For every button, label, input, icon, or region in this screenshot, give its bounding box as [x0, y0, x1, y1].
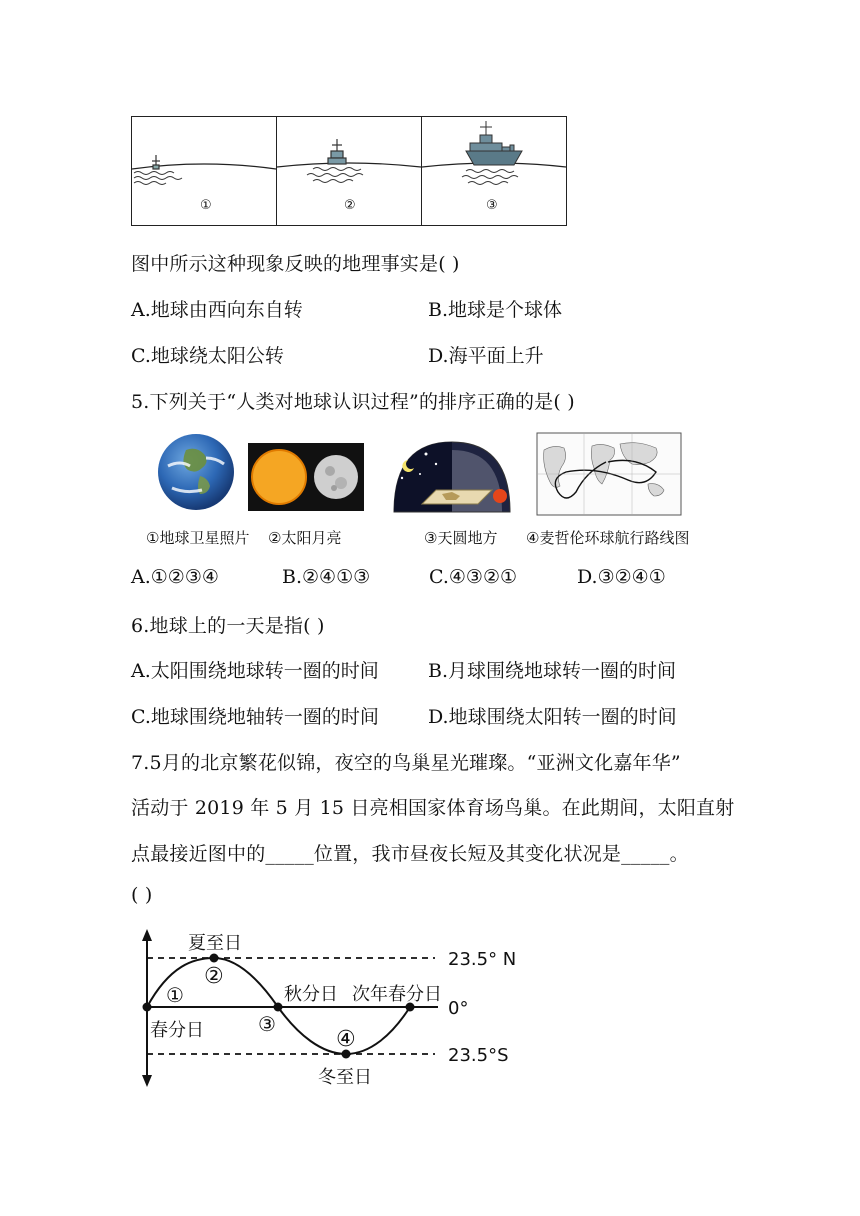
q7-line-3: 点最接近图中的_____位置，我市昼夜长短及其变化状况是_____。 — [131, 843, 689, 865]
ship-superstructure-icon — [328, 139, 346, 164]
label-summer-solstice: 夏至日 — [188, 933, 242, 954]
q4-option-b: B.地球是个球体 — [428, 299, 563, 321]
q6-option-d: D.地球围绕太阳转一圈的时间 — [428, 706, 677, 728]
label-lat-equator: 0° — [448, 998, 469, 1019]
label-next-spring-equinox: 次年春分日 — [352, 984, 442, 1005]
q6-option-a: A.太阳围绕地球转一圈的时间 — [131, 660, 379, 682]
q5-option-d: D.③②④① — [577, 566, 666, 588]
dot-spring-equinox — [143, 1003, 152, 1012]
sun-moon-photo-icon — [248, 443, 364, 511]
q5-option-b: B.②④①③ — [282, 566, 371, 588]
label-lat-south: 23.5°S — [448, 1045, 509, 1066]
marker-3: ③ — [258, 1012, 276, 1036]
q6-option-c: C.地球围绕地轴转一圈的时间 — [131, 706, 379, 728]
marker-1: ① — [166, 983, 184, 1007]
ship-panel-label-1: ① — [200, 198, 212, 213]
ship-mast-icon — [152, 155, 160, 169]
axis-arrow-down-icon — [142, 1075, 152, 1087]
q7-line-2: 活动于 2019 年 5 月 15 日亮相国家体育场鸟巢。在此期间，太阳直射 — [131, 797, 735, 819]
q5-option-c: C.④③②① — [429, 566, 518, 588]
q5-option-a: A.①②③④ — [131, 566, 219, 588]
magellan-route-map-icon — [536, 432, 682, 516]
q7-line-1: 7.5月的北京繁花似锦，夜空的鸟巢星光璀璨。“亚洲文化嘉年华” — [131, 752, 681, 774]
q5-caption-1: ①地球卫星照片 — [146, 529, 250, 547]
q6-stem: 6.地球上的一天是指( ) — [131, 615, 325, 637]
q5-stem: 5.下列关于“人类对地球认识过程”的排序正确的是( ) — [131, 391, 575, 413]
label-lat-north: 23.5° N — [448, 949, 517, 970]
q5-caption-2: ②太阳月亮 — [268, 529, 342, 547]
q7-answer-paren: ( ) — [131, 884, 153, 906]
dot-summer-solstice — [210, 954, 219, 963]
marker-4: ④ — [336, 1027, 356, 1052]
earth-photo-icon — [156, 432, 236, 512]
q5-caption-4: ④麦哲伦环球航行路线图 — [526, 529, 690, 547]
q5-caption-3: ③天圆地方 — [424, 529, 498, 547]
warship-icon — [466, 121, 522, 165]
label-winter-solstice: 冬至日 — [318, 1067, 372, 1088]
ship-panel-label-3: ③ — [486, 198, 498, 213]
ship-panel-label-2: ② — [344, 198, 356, 213]
q4-stem: 图中所示这种现象反映的地理事实是( ) — [131, 253, 460, 275]
dot-autumn-equinox — [274, 1003, 283, 1012]
marker-2: ② — [204, 964, 224, 989]
label-spring-equinox: 春分日 — [150, 1020, 204, 1041]
q4-option-d: D.海平面上升 — [428, 345, 544, 367]
q4-option-c: C.地球绕太阳公转 — [131, 345, 284, 367]
label-autumn-equinox: 秋分日 — [284, 984, 338, 1005]
sun-direct-point-diagram — [130, 925, 530, 1090]
q4-option-a: A.地球由西向东自转 — [131, 299, 303, 321]
round-sky-square-earth-icon — [388, 438, 516, 516]
axis-arrow-up-icon — [142, 929, 152, 941]
q6-option-b: B.月球围绕地球转一圈的时间 — [428, 660, 677, 682]
